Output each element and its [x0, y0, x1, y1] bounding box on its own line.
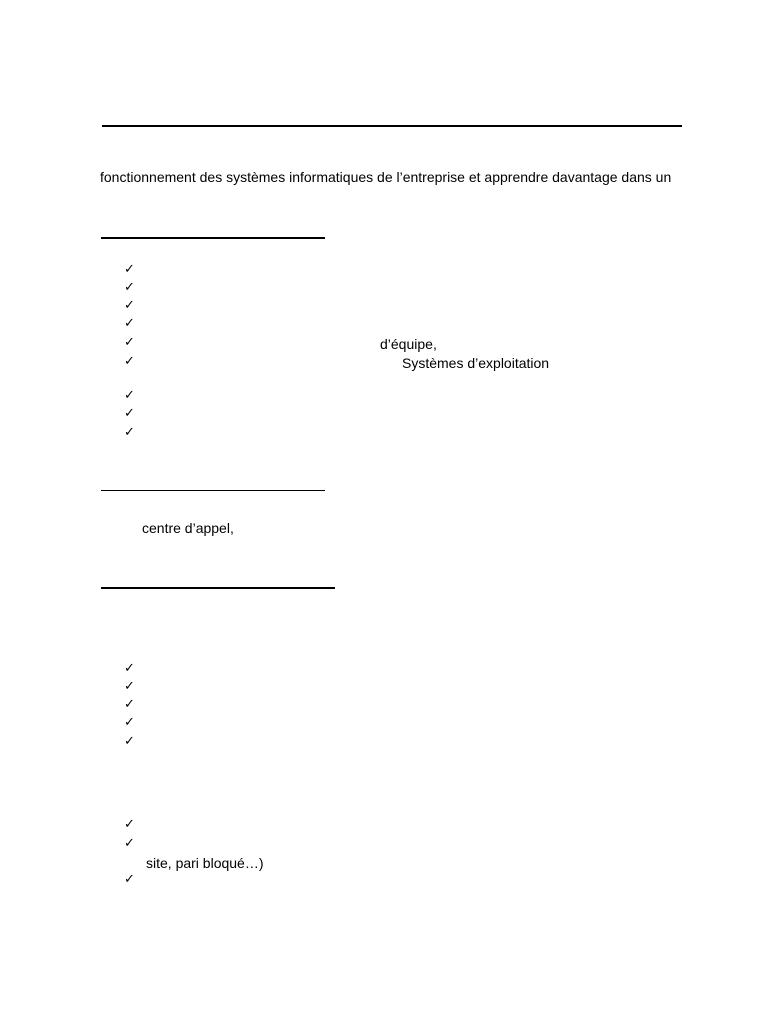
check-icon: ✓	[124, 316, 135, 331]
check-icon: ✓	[124, 679, 135, 694]
check-icon: ✓	[124, 388, 135, 403]
check-icon: ✓	[124, 817, 135, 832]
check-icon: ✓	[124, 406, 135, 421]
check-icon: ✓	[124, 425, 135, 440]
section-2-heading-rule	[101, 490, 325, 491]
header-rule	[102, 125, 682, 127]
section-3-heading-rule	[101, 587, 335, 589]
check-icon: ✓	[124, 335, 135, 350]
check-icon: ✓	[124, 715, 135, 730]
check-icon: ✓	[124, 354, 135, 369]
fragment-equipe: d’équipe,	[380, 336, 437, 352]
check-icon: ✓	[124, 280, 135, 295]
check-icon: ✓	[124, 262, 135, 277]
fragment-site: site, pari bloqué…)	[146, 855, 264, 871]
intro-text: fonctionnement des systèmes informatiques de l’entreprise et apprendre davantage dans un	[100, 169, 672, 185]
section-1-heading-rule	[101, 237, 325, 239]
check-icon: ✓	[124, 298, 135, 313]
check-icon: ✓	[124, 872, 135, 887]
section-2-text: centre d’appel,	[142, 520, 234, 536]
check-icon: ✓	[124, 836, 135, 851]
check-icon: ✓	[124, 734, 135, 749]
fragment-os: Systèmes d’exploitation	[402, 355, 550, 371]
check-icon: ✓	[124, 697, 135, 712]
check-icon: ✓	[124, 661, 135, 676]
